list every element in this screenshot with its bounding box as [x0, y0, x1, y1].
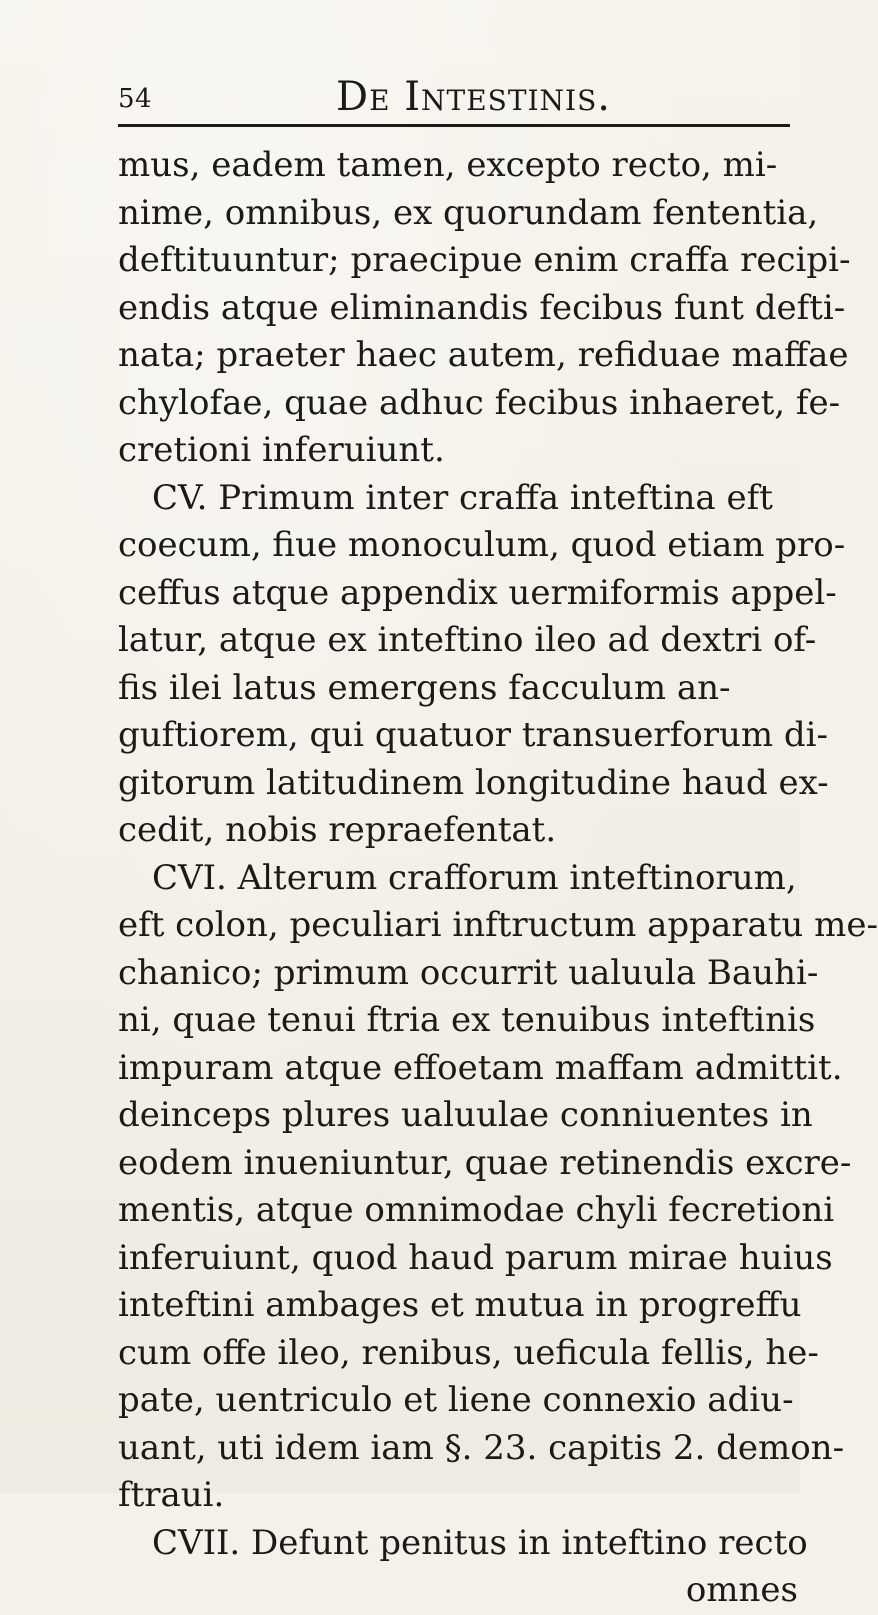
text-line: uant, uti idem iam §. 23. capitis 2. demon- [118, 1427, 845, 1468]
text-line: guftiorem, qui quatuor transuerforum di- [118, 715, 829, 755]
section-start-cvi: CVI. Alterum crafforum inteftinorum, [152, 857, 797, 898]
text-line: pate, uentriculo et liene connexio adiu- [118, 1380, 794, 1420]
text-line: cretioni inferuiunt. [118, 430, 445, 470]
text-line: nime, omnibus, ex quorundam fententia, [118, 192, 819, 233]
page-number: 54 [118, 84, 153, 114]
text-line: ceffus atque appendix uermiformis appel- [118, 572, 837, 613]
running-title: De Intestinis. [336, 74, 612, 120]
text-line: ni, quae tenui ftria ex tenuibus inteftinis [118, 1000, 816, 1040]
text-line: ftraui. [118, 1475, 225, 1515]
text-line: fis ilei latus emergens facculum an- [118, 667, 731, 708]
text-line: latur, atque ex inteftino ileo ad dextri of- [118, 620, 817, 660]
text-line: deftituuntur; praecipue enim craffa recipi- [118, 240, 851, 280]
text-line: impuram atque effoetam maffam admittit. [118, 1047, 843, 1088]
text-line: eodem inueniuntur, quae retinendis excre- [118, 1142, 852, 1183]
section-start-cv: CV. Primum inter craffa inteftina eft [152, 477, 773, 518]
text-line: mus, eadem tamen, excepto recto, mi- [118, 145, 778, 185]
text-line: nata; praeter haec autem, refiduae maffae [118, 335, 849, 375]
header-rule [118, 124, 790, 127]
text-line: deinceps plures ualuulae conniuentes in [118, 1095, 813, 1135]
text-line: chanico; primum occurrit ualuula Bauhi- [118, 952, 819, 993]
text-line: mentis, atque omnimodae chyli fecretioni [118, 1190, 835, 1230]
text-line: cedit, nobis repraefentat. [118, 810, 557, 850]
text-line: gitorum latitudinem longitudine haud ex- [118, 762, 829, 803]
page-header [118, 68, 788, 120]
text-line: chylofae, quae adhuc fecibus inhaeret, fe- [118, 382, 841, 423]
text-line: inferuiunt, quod haud parum mirae huius [118, 1237, 833, 1278]
text-line: endis atque eliminandis fecibus funt defti- [118, 287, 846, 328]
text-line: cum offe ileo, renibus, ueficula fellis, he- [118, 1332, 819, 1373]
text-line: inteftini ambages et mutua in progreffu [118, 1285, 802, 1325]
text-line: eft colon, peculiari inftructum apparatu me- [118, 905, 878, 945]
catchword: omnes [685, 1570, 798, 1610]
text-line: coecum, fiue monoculum, quod etiam pro- [118, 525, 846, 565]
body-text [118, 142, 878, 1615]
section-start-cvii: CVII. Defunt penitus in inteftino recto [152, 1522, 808, 1563]
